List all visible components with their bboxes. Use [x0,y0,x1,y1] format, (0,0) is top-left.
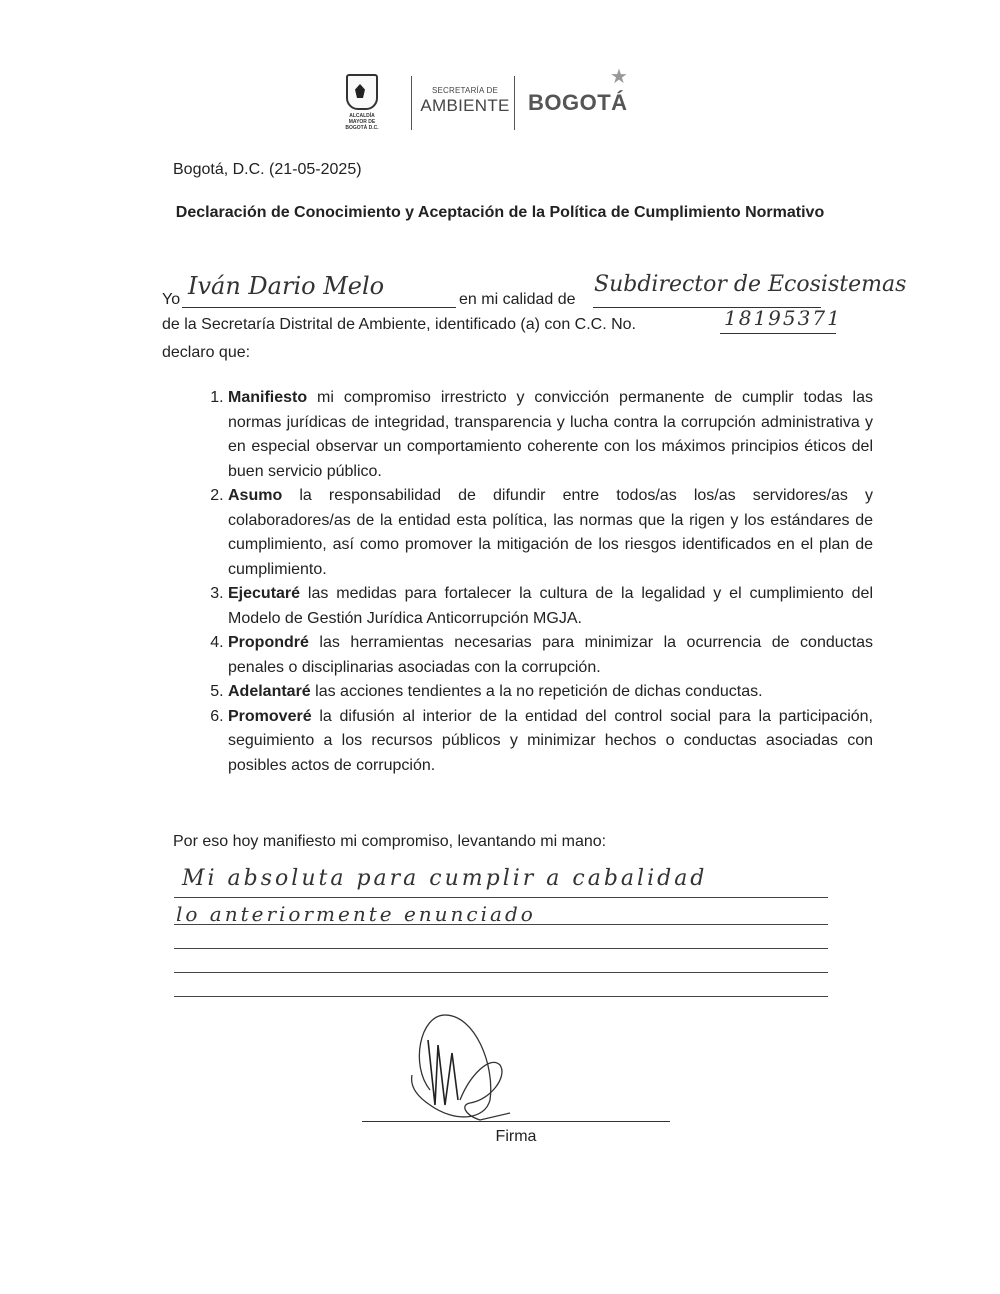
yo-label: Yo [162,291,181,308]
commitment-text: las acciones tendientes a la no repetición de dichas conductas. [310,683,763,700]
name-underline [182,307,456,308]
commitment-item [228,386,873,484]
star-icon: ★ [610,66,628,88]
declaro-text: declaro que: [162,344,251,361]
calidad-field[interactable]: Subdirector de Ecosistemas [594,272,907,297]
closing-statement: Por eso hoy manifiesto mi compromiso, levantando mi mano: [173,833,607,850]
cc-field[interactable]: 18195371 [724,306,842,330]
cc-underline [720,333,836,334]
commitment-text: la difusión al interior de la entidad del control social para la participación, seguimiento a los recursos públicos y minimizar hechos o conductas asociadas con posibles actos de corrupción. [228,707,873,774]
calidad-label: en mi calidad de [459,291,576,308]
signature-image [400,1005,550,1125]
commitment-keyword: Manifiesto [228,389,308,406]
logo-divider [411,76,412,130]
coat-of-arms-icon [346,74,378,110]
commitment-keyword: Propondré [228,634,309,651]
bogota-logo: BOGOTÁ [528,90,628,115]
commitment-item [228,705,873,779]
signature-line [362,1121,670,1122]
handwritten-line-2[interactable]: lo anteriormente enunciado [176,902,536,926]
commitment-text: las herramientas necesarias para minimizar la ocurrencia de conductas penales o disciplinarias asociadas con la corrupción. [228,634,873,676]
writing-line [174,924,828,925]
writing-line [174,948,828,949]
commitment-keyword: Asumo [228,487,283,504]
commitments-list [190,386,873,778]
entity-text: de la Secretaría Distrital de Ambiente, identificado (a) con C.C. No. [162,316,636,333]
writing-line [174,996,828,997]
commitment-item [228,631,873,680]
commitment-keyword: Promoveré [228,707,312,725]
alcaldia-logo [340,74,384,134]
secretaria-label: SECRETARÍA DE [431,86,499,95]
commitment-item [228,582,873,631]
commitment-item [228,680,873,705]
commitment-text: mi compromiso irrestricto y convicción permanente de cumplir todas las normas jurídicas de integridad, transparencia y lucha contra la corrupción administrativa y en especial observar un comportamiento coherente con los máximos principios éticos del buen servicio público. [228,389,873,480]
name-field[interactable]: Iván Dario Melo [188,272,385,300]
commitment-item [228,484,873,582]
signature-label: Firma [495,1128,537,1145]
commitment-keyword: Ejecutaré [228,585,301,602]
commitment-text: las medidas para fortalecer la cultura de la legalidad y el cumplimiento del Modelo de Gestión Jurídica Anticorrupción MGJA. [228,585,873,627]
date-line: Bogotá, D.C. (21-05-2025) [173,161,362,178]
commitment-keyword: Adelantaré [228,683,311,700]
ambiente-label: AMBIENTE [420,96,510,115]
document-title: Declaración de Conocimiento y Aceptación de la Política de Cumplimiento Normativo [175,204,825,221]
logo-divider [514,76,515,130]
commitment-text: la responsabilidad de difundir entre todos/as los/as servidores/as y colaboradores/as de la entidad esta política, las normas que la rigen y los estándares de cumplimiento, así como promover la mitigación de los riesgos identificados en el plan de cumplimiento. [228,487,873,578]
alcaldia-logo-text: ALCALDÍA MAYOR DE BOGOTÁ D.C. [345,113,379,131]
handwritten-line-1[interactable]: Mi absoluta para cumplir a cabalidad [182,866,708,891]
writing-line [174,972,828,973]
writing-line [174,897,828,898]
